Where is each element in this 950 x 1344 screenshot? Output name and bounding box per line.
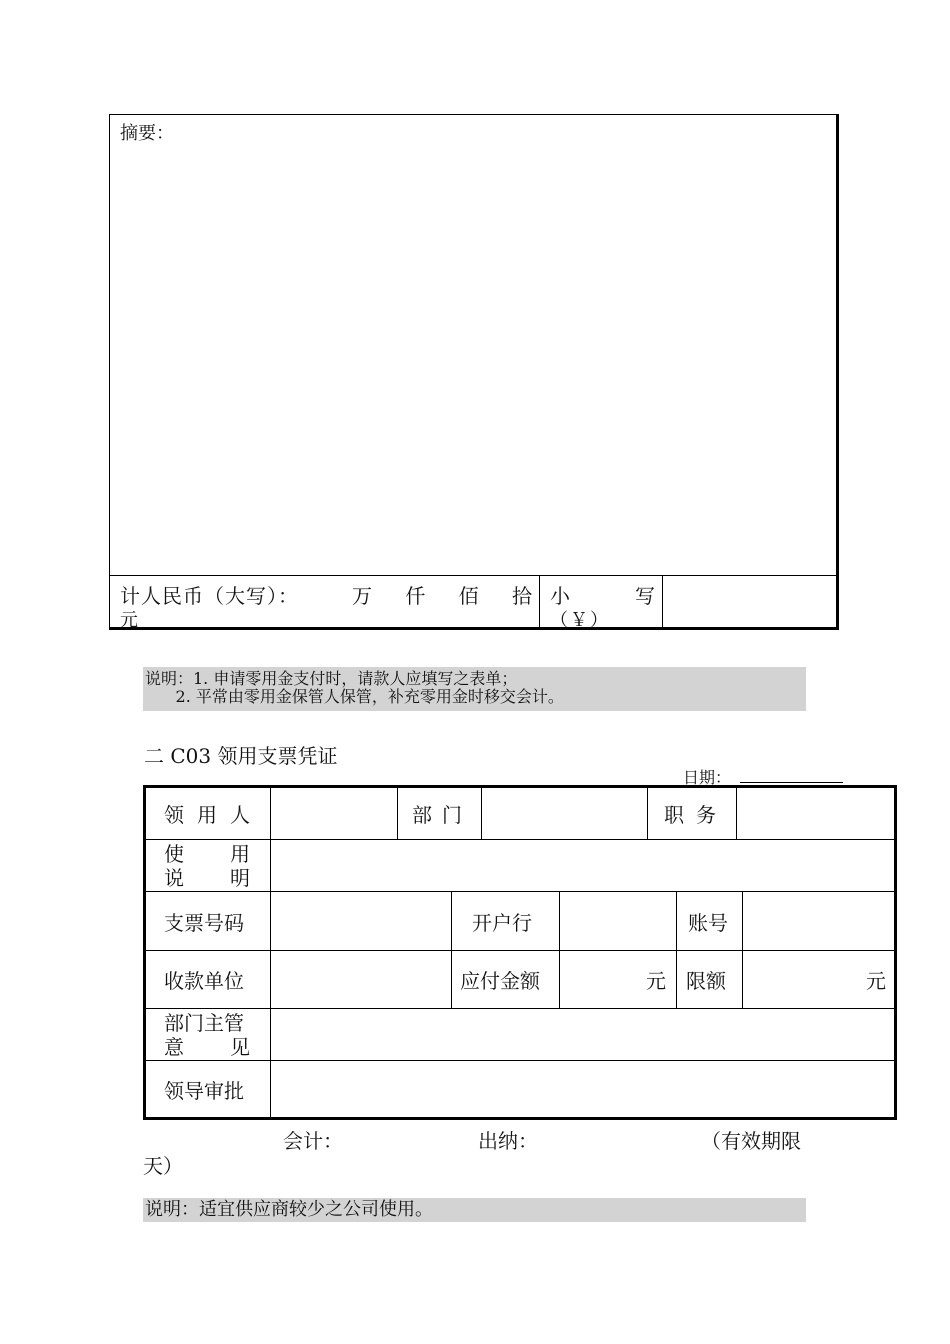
usage-input[interactable] bbox=[271, 840, 894, 891]
char: 职 bbox=[664, 803, 684, 827]
char: 务 bbox=[696, 803, 716, 827]
unit-yuan: 元 bbox=[120, 610, 138, 631]
dept-head-text: 部门主管 bbox=[164, 1011, 244, 1035]
amount-figures-input[interactable] bbox=[663, 576, 837, 629]
amount-units bbox=[352, 580, 532, 609]
department-label bbox=[412, 788, 472, 839]
approval-label: 领导审批 bbox=[164, 1078, 244, 1103]
yuan-unit: 元 bbox=[866, 969, 886, 993]
unit-wan: 万 bbox=[352, 584, 372, 608]
unit-bai: 佰 bbox=[458, 584, 479, 608]
col-divider bbox=[451, 891, 452, 1008]
cheque-number-label: 支票号码 bbox=[164, 910, 244, 935]
note-cheque: 说明：适宜供应商较少之公司使用。 bbox=[143, 1198, 806, 1222]
char: 用 bbox=[197, 803, 217, 827]
small-label-b: 写 bbox=[635, 584, 655, 608]
section-title: 二 C03 领用支票凭证 bbox=[144, 744, 338, 768]
unit-qian: 仟 bbox=[405, 584, 426, 608]
amount-row bbox=[110, 575, 837, 631]
bank-label: 开户行 bbox=[472, 910, 532, 935]
recipient-input[interactable] bbox=[271, 788, 397, 839]
validity-label: （有效期限 bbox=[701, 1129, 801, 1153]
bank-input[interactable] bbox=[560, 892, 676, 950]
col-divider bbox=[676, 891, 677, 1008]
char: 明 bbox=[230, 866, 250, 890]
col-divider bbox=[647, 788, 648, 839]
recipient-label bbox=[164, 788, 254, 839]
account-input[interactable] bbox=[743, 892, 894, 950]
char: 见 bbox=[230, 1035, 250, 1059]
char: 门 bbox=[442, 803, 462, 827]
note-line-2: 2. 平常由零用金保管人保管，补充零用金时移交会计。 bbox=[145, 687, 564, 706]
cheque-number-input[interactable] bbox=[271, 892, 451, 950]
char: 用 bbox=[230, 842, 250, 866]
petty-cash-form bbox=[109, 114, 839, 630]
unit-shi: 拾 bbox=[511, 584, 532, 608]
department-input[interactable] bbox=[482, 788, 647, 839]
accountant-label: 会计： bbox=[283, 1129, 343, 1153]
position-input[interactable] bbox=[737, 788, 894, 839]
char: 说 bbox=[164, 866, 184, 890]
note-line-1: 说明：1. 申请零用金支付时，请款人应填写之表单； bbox=[145, 669, 518, 688]
yuan-unit: 元 bbox=[646, 969, 666, 993]
date-input-line[interactable] bbox=[740, 782, 843, 783]
approval-input[interactable] bbox=[271, 1061, 894, 1117]
payee-input[interactable] bbox=[271, 951, 451, 1008]
cheque-voucher-table bbox=[143, 785, 897, 1120]
date-label: 日期： bbox=[683, 768, 732, 787]
amount-payable-label: 应付金额 bbox=[460, 969, 540, 993]
yen-label: （￥） bbox=[550, 610, 610, 631]
note-petty-cash bbox=[143, 667, 806, 711]
payee-label: 收款单位 bbox=[164, 969, 244, 993]
cashier-label: 出纳： bbox=[478, 1129, 538, 1153]
amount-caps-label: 计人民币（大写）： bbox=[120, 584, 299, 608]
amount-payable-input[interactable] bbox=[560, 951, 676, 1008]
position-label bbox=[664, 788, 724, 839]
small-label-a: 小 bbox=[550, 584, 570, 608]
summary-label: 摘要： bbox=[120, 123, 174, 144]
char: 意 bbox=[164, 1035, 184, 1059]
dept-head-opinion-label bbox=[164, 1010, 254, 1060]
amount-figures-label-cell bbox=[540, 576, 663, 629]
col-divider bbox=[397, 788, 398, 839]
amount-caps-cell[interactable] bbox=[110, 576, 540, 629]
char: 人 bbox=[230, 803, 250, 827]
dept-head-opinion-input[interactable] bbox=[271, 1009, 894, 1060]
validity-tail: 天） bbox=[143, 1154, 183, 1178]
limit-label: 限额 bbox=[686, 969, 726, 993]
account-label: 账号 bbox=[688, 910, 728, 935]
usage-label bbox=[164, 841, 254, 891]
char: 领 bbox=[164, 803, 184, 827]
char: 部 bbox=[412, 803, 432, 827]
limit-input[interactable] bbox=[743, 951, 894, 1008]
char: 使 bbox=[164, 842, 184, 866]
